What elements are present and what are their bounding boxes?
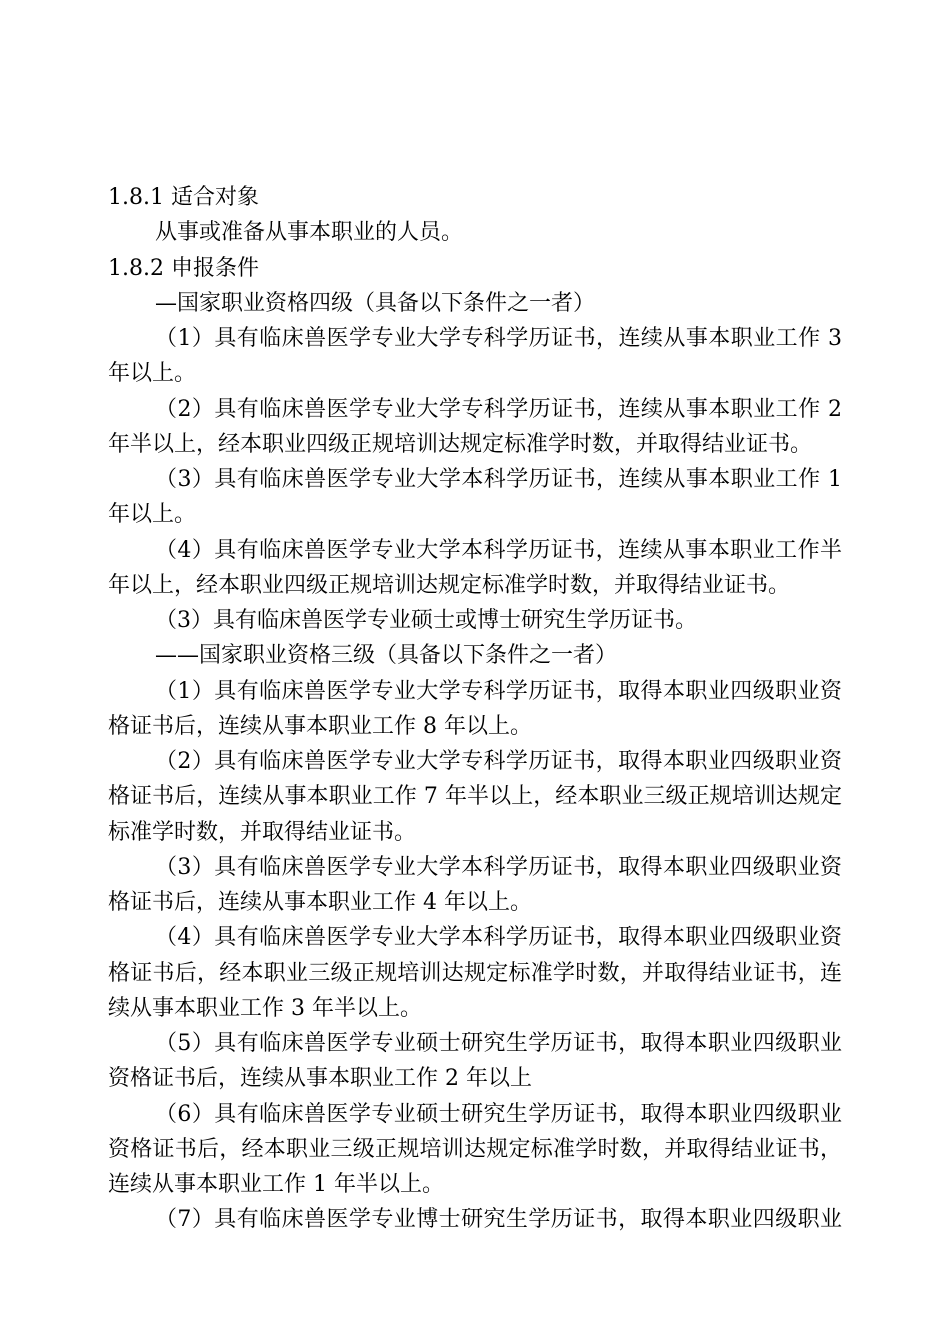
level3-item-4-line-3: 续从事本职业工作 3 年半以上。: [108, 995, 422, 1021]
level3-item-3-line-1: （3）具有临床兽医学专业大学本科学历证书，取得本职业四级职业资: [155, 854, 842, 880]
level4-item-2-line-1: （2）具有临床兽医学专业大学专科学历证书，连续从事本职业工作 2: [155, 396, 842, 422]
level3-item-5-line-2: 资格证书后，连续从事本职业工作 2 年以上: [108, 1066, 532, 1092]
level4-item-4-line-2: 年以上，经本职业四级正规培训达规定标准学时数，并取得结业证书。: [108, 572, 791, 598]
level3-item-4-line-1: （4）具有临床兽医学专业大学本科学历证书，取得本职业四级职业资: [155, 925, 842, 951]
section-1-8-1-text: 从事或准备从事本职业的人员。: [155, 220, 464, 246]
document-body: [108, 180, 842, 1238]
level3-item-5-line-1: （5）具有临床兽医学专业硕士研究生学历证书，取得本职业四级职业: [155, 1031, 842, 1056]
section-heading-1-8-1: 1.8.1 适合对象: [108, 185, 259, 210]
level4-item-1-line-1: （1）具有临床兽医学专业大学专科学历证书，连续从事本职业工作 3: [155, 326, 842, 351]
level4-item-4-line-1: （4）具有临床兽医学专业大学本科学历证书，连续从事本职业工作半: [155, 537, 842, 563]
level3-item-6-line-3: 连续从事本职业工作 1 年半以上。: [108, 1172, 444, 1197]
level3-item-4-line-2: 格证书后，经本职业三级正规培训达规定标准学时数，并取得结业证书，连: [108, 960, 842, 986]
level3-item-6-line-1: （6）具有临床兽医学专业硕士研究生学历证书，取得本职业四级职业: [155, 1101, 842, 1127]
level4-item-3-line-1: （3）具有临床兽医学专业大学本科学历证书，连续从事本职业工作 1: [155, 467, 842, 492]
level4-item-1-line-2: 年以上。: [108, 361, 197, 387]
level4-title: —国家职业资格四级（具备以下条件之一者）: [155, 290, 596, 316]
level3-item-2-line-1: （2）具有临床兽医学专业大学专科学历证书，取得本职业四级职业资: [155, 749, 842, 774]
section-heading-1-8-2: 1.8.2 申报条件: [108, 255, 259, 281]
level3-item-1-line-2: 格证书后，连续从事本职业工作 8 年以上。: [108, 713, 532, 739]
level3-item-7-line-1: （7）具有临床兽医学专业博士研究生学历证书，取得本职业四级职业: [155, 1207, 842, 1233]
level3-item-6-line-2: 资格证书后，经本职业三级正规培训达规定标准学时数，并取得结业证书，: [108, 1136, 842, 1162]
level3-item-1-line-1: （1）具有临床兽医学专业大学专科学历证书，取得本职业四级职业资: [155, 678, 842, 704]
level4-item-3-line-2: 年以上。: [108, 502, 197, 528]
level3-item-3-line-2: 格证书后，连续从事本职业工作 4 年以上。: [108, 890, 532, 915]
level3-item-2-line-3: 标准学时数，并取得结业证书。: [108, 819, 417, 845]
level3-title: ——国家职业资格三级（具备以下条件之一者）: [155, 643, 618, 669]
level4-item-2-line-2: 年半以上，经本职业四级正规培训达规定标准学时数，并取得结业证书。: [108, 431, 813, 457]
level3-item-2-line-2: 格证书后，连续从事本职业工作 7 年半以上，经本职业三级正规培训达规定: [108, 784, 842, 810]
level4-item-5-line-1: （3）具有临床兽医学专业硕士或博士研究生学历证书。: [155, 608, 697, 633]
